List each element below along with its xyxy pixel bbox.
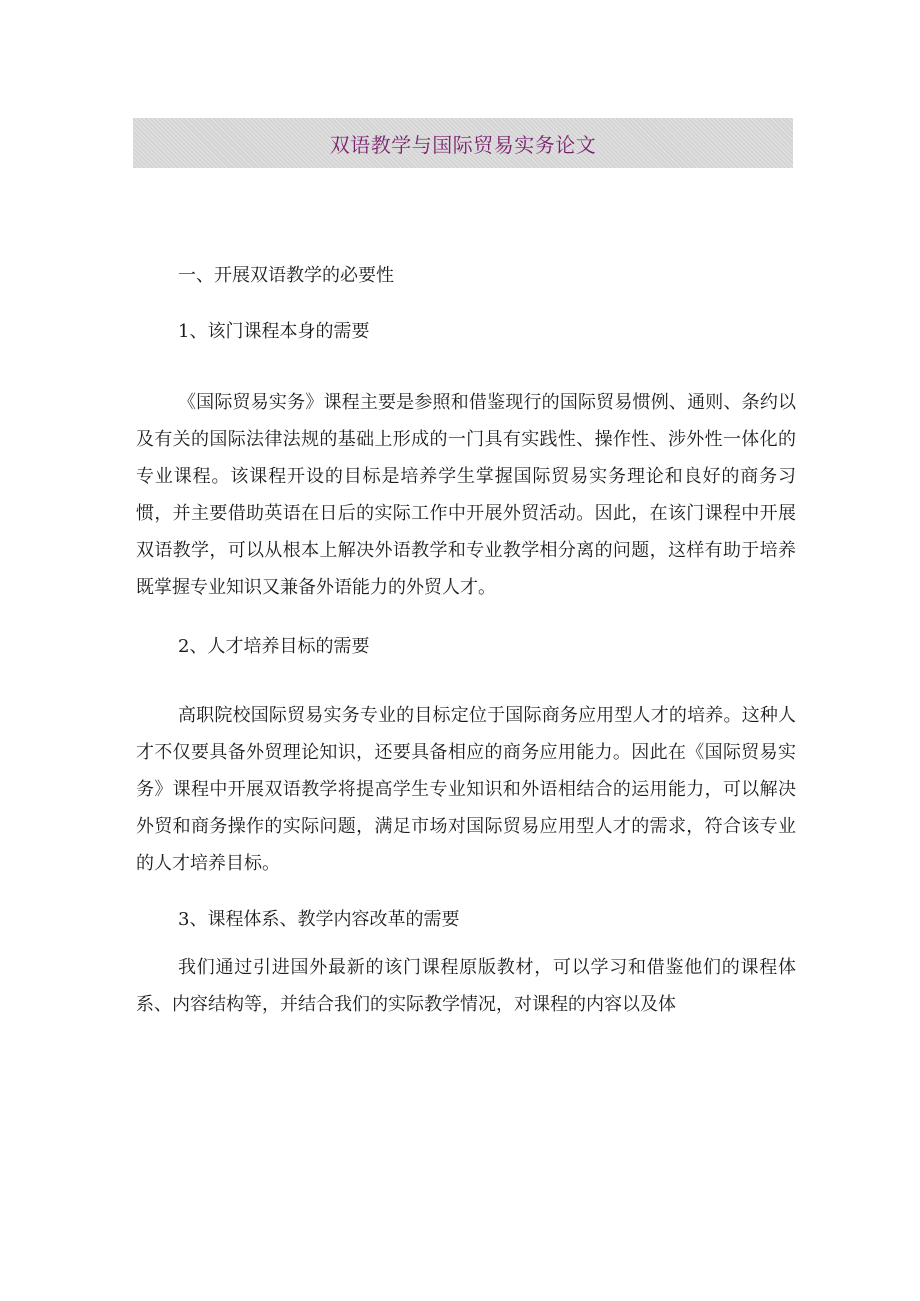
document-title: 双语教学与国际贸易实务论文 bbox=[329, 132, 597, 157]
subsection-heading-3: 3、课程体系、教学内容改革的需要 bbox=[178, 909, 460, 930]
paragraph-3: 我们通过引进国外最新的该门课程原版教材，可以学习和借鉴他们的课程体系、内容结构等，并结合我们的实际教学情况，对课程的内容以及体 bbox=[136, 957, 796, 1015]
paragraph-2: 高职院校国际贸易实务专业的目标定位于国际商务应用型人才的培养。这种人才不仅要具备外贸理论知识，还要具备相应的商务应用能力。因此在《国际贸易实务》课程中开展双语教学将提高学生专业知识和外语相结合的运用能力，可以解决外贸和商务操作的实际问题，满足市场对国际贸易应用型人才的需求，符合该专业的人才培养目标。 bbox=[136, 705, 796, 874]
subsection-heading-1: 1、该门课程本身的需要 bbox=[178, 321, 370, 342]
document-body bbox=[136, 262, 796, 1023]
subsection-heading-2: 2、人才培养目标的需要 bbox=[178, 636, 370, 657]
paragraph-1: 《国际贸易实务》课程主要是参照和借鉴现行的国际贸易惯例、通则、条约以及有关的国际法律法规的基础上形成的一门具有实践性、操作性、涉外性一体化的专业课程。该课程开设的目标是培养学生掌握国际贸易实务理论和良好的商务习惯，并主要借助英语在日后的实际工作中开展外贸活动。因此，在该门课程中开展双语教学，可以从根本上解决外语教学和专业教学相分离的问题，这样有助于培养既掌握专业知识又兼备外语能力的外贸人才。 bbox=[136, 392, 796, 598]
title-banner bbox=[133, 118, 793, 168]
section-heading: 一、开展双语教学的必要性 bbox=[178, 265, 394, 286]
